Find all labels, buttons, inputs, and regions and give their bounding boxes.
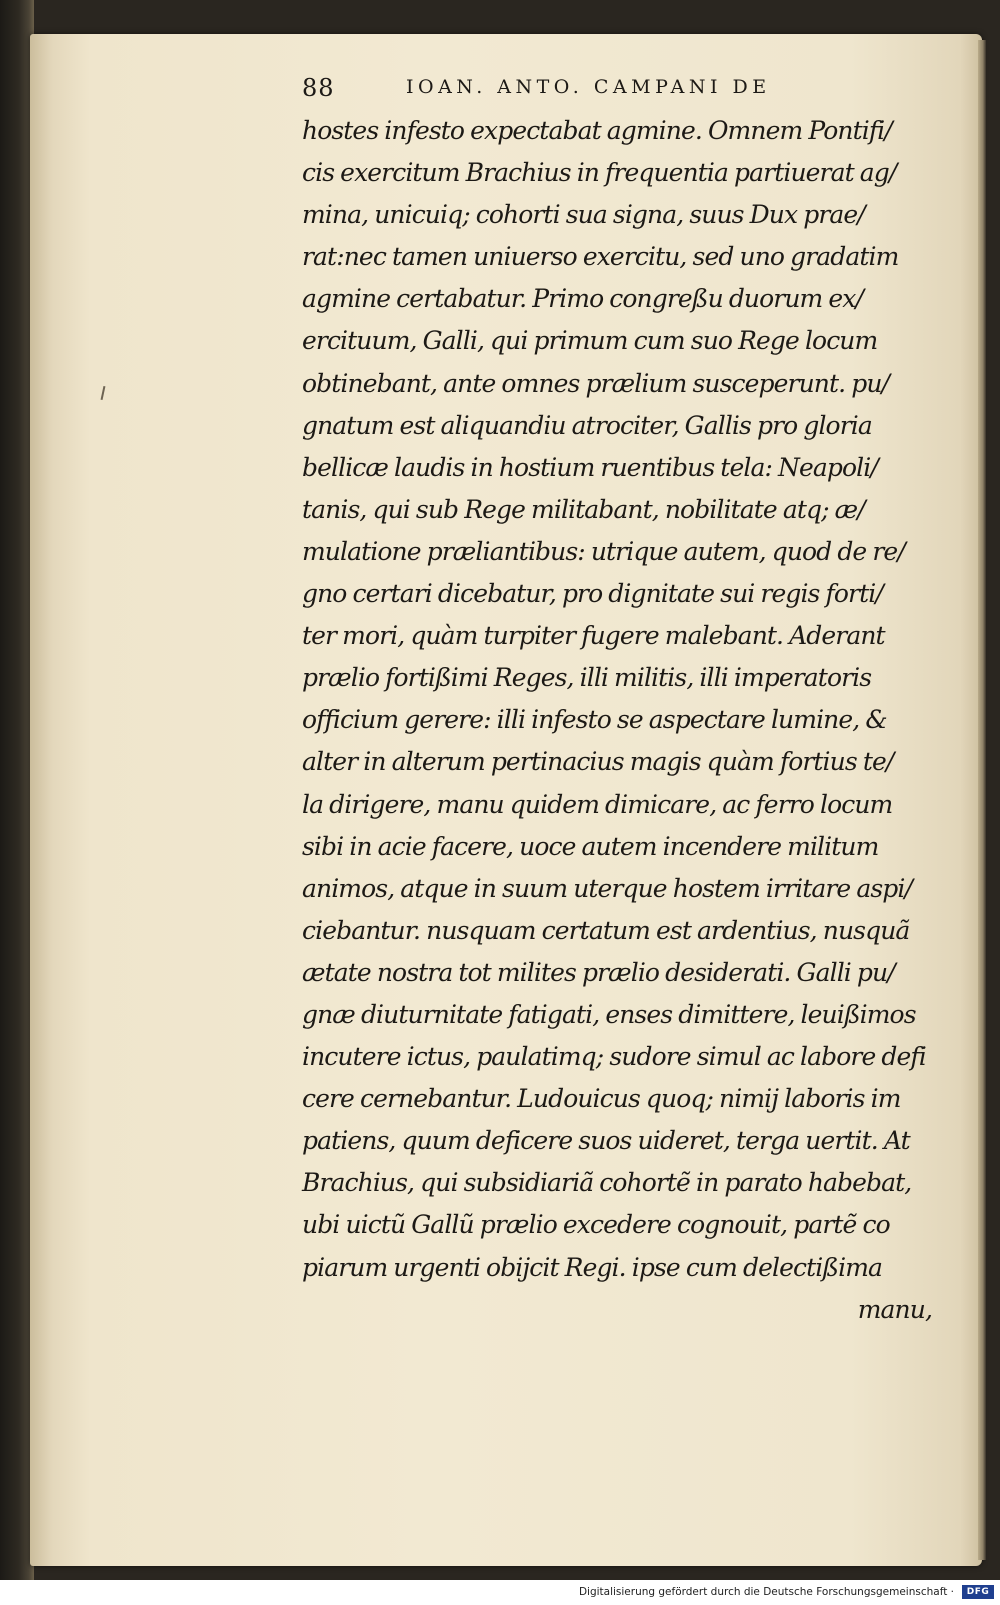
text-line: bellicæ laudis in hostium ruentibus tela: Neapoli/ [302, 452, 878, 482]
page-number: 88 [302, 74, 335, 102]
text-line: officium gerere: illi infesto se aspectare lumine, & [302, 705, 887, 735]
text-line: tanis, qui sub Rege militabant, nobilitate atq; æ/ [302, 494, 865, 524]
text-line: incutere ictus, paulatimq; sudore simul ac labore defi [302, 1042, 926, 1072]
text-line: sibi in acie facere, uoce autem incendere militum [302, 831, 879, 861]
text-line: cere cernebantur. Ludouicus quoq; nimij laboris im [302, 1084, 901, 1114]
text-line: mulatione præliantibus: utrique autem, quod de re/ [302, 536, 905, 566]
text-line: rat:nec tamen uniuerso exercitu, sed uno gradatim [302, 242, 899, 272]
text-line: agmine certabatur. Primo congreßu duorum ex/ [302, 284, 864, 314]
text-line: mina, unicuiq; cohorti sua signa, suus Dux prae/ [302, 200, 865, 230]
running-head: IOAN. ANTO. CAMPANI DE [406, 76, 771, 98]
digitization-footer [0, 1580, 1000, 1605]
text-line: obtinebant, ante omnes prælium susceperunt. pu/ [302, 368, 890, 398]
text-line: prælio fortißimi Reges, illi militis, illi imperatoris [302, 663, 872, 693]
text-line: la dirigere, manu quidem dimicare, ac ferro locum [302, 789, 893, 819]
text-line: ercituum, Galli, qui primum cum suo Rege locum [302, 326, 878, 356]
text-line: gnæ diuturnitate fatigati, enses dimittere, leuißimos [302, 999, 916, 1029]
catchword: manu, [857, 1294, 932, 1324]
text-line: ter mori, quàm turpiter fugere malebant. Aderant [302, 621, 885, 651]
dfg-logo: DFG [962, 1585, 994, 1599]
book-spine [0, 0, 34, 1580]
text-line: animos, atque in suum uterque hostem irritare aspi/ [302, 873, 913, 903]
text-line: gnatum est aliquandiu atrociter, Gallis pro gloria [302, 410, 872, 440]
text-line: alter in alterum pertinacius magis quàm fortius te/ [302, 747, 894, 777]
text-line: hostes infesto expectabat agmine. Omnem Pontifi/ [302, 116, 892, 145]
text-line: piarum urgenti obijcit Regi. ipse cum delectißima [302, 1252, 883, 1282]
text-line: cis exercitum Brachius in frequentia partiuerat ag/ [302, 158, 897, 188]
text-line: patiens, quum deficere suos uideret, terga uertit. At [302, 1126, 910, 1156]
text-line: gno certari dicebatur, pro dignitate sui regis forti/ [302, 579, 883, 609]
body-text [302, 110, 932, 1331]
page-edge [978, 40, 986, 1560]
stray-ink-mark [101, 386, 106, 400]
footer-credit: Digitalisierung gefördert durch die Deutsche Forschungsgemeinschaft · [578, 1586, 954, 1598]
text-line: ubi uictũ Gallũ prælio excedere cognouit, partẽ co [302, 1210, 890, 1240]
text-line: Brachius, qui subsidiariã cohortẽ in parato habebat, [302, 1168, 912, 1198]
text-line: ciebantur. nusquam certatum est ardentius, nusquã [302, 915, 910, 945]
page-header [302, 74, 862, 108]
text-line: ætate nostra tot milites prælio desiderati. Galli pu/ [302, 957, 895, 987]
